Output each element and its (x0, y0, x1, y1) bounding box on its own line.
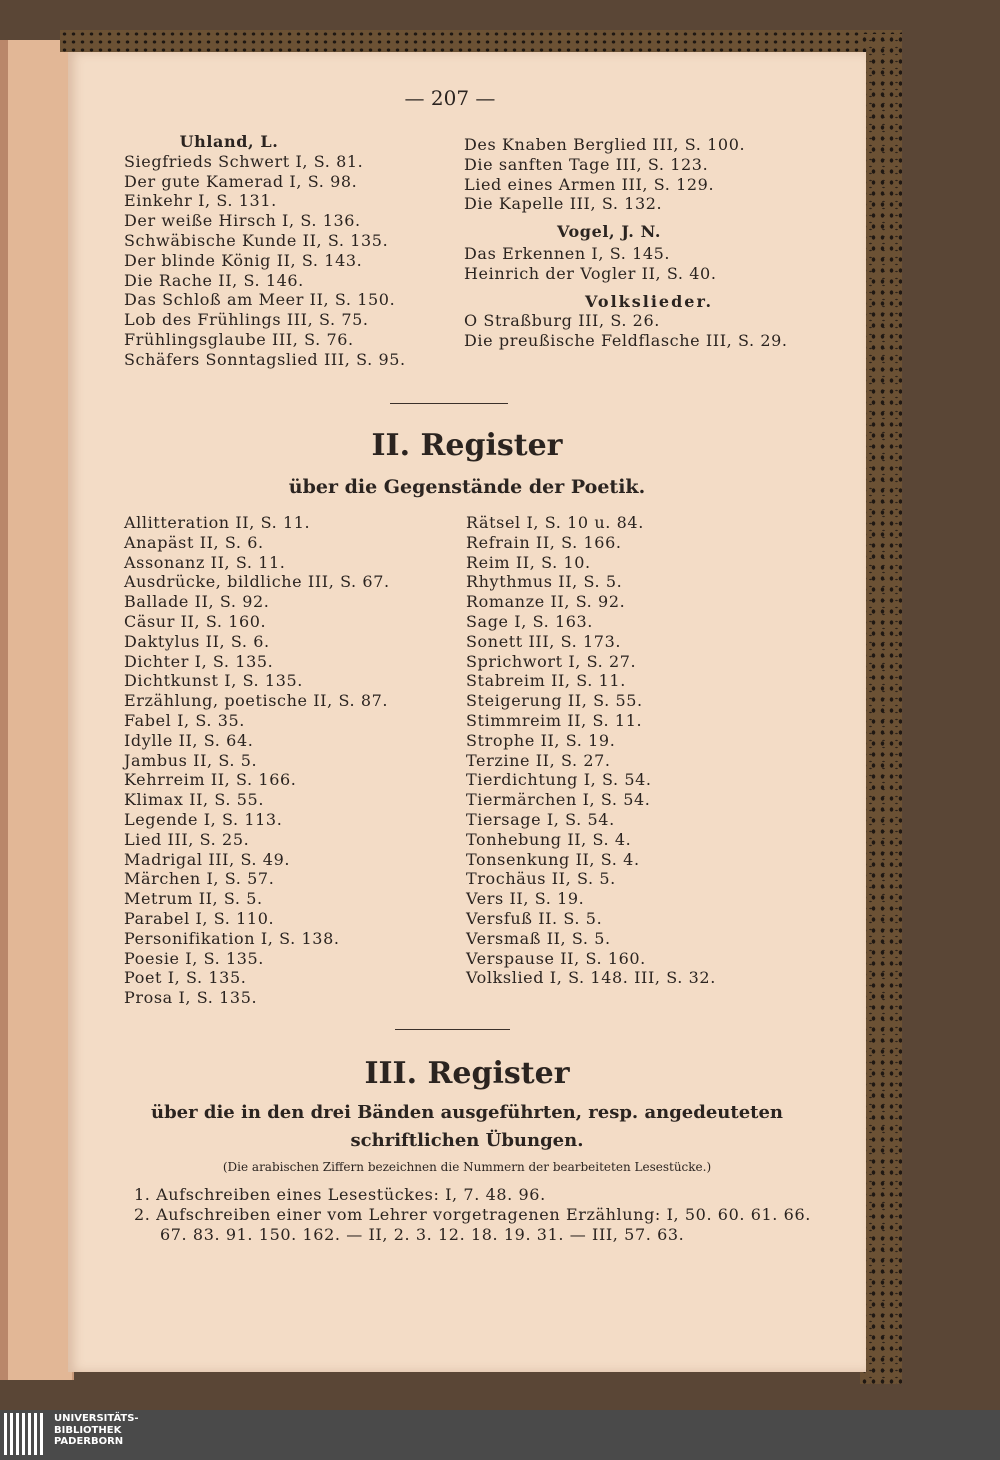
list-item: Erzählung, poetische II, S. 87. (124, 691, 389, 711)
register-ii-subtitle: über die Gegenstände der Poetik. (288, 476, 646, 498)
list-item: Dichter I, S. 135. (124, 651, 274, 671)
left-page-edge (0, 40, 74, 1380)
list-item: Sonett III, S. 173. (466, 631, 622, 651)
list-item: Stimmreim II, S. 11. (466, 710, 643, 730)
list-item: Steigerung II, S. 55. (466, 691, 643, 711)
list-item: Die sanften Tage III, S. 123. (464, 154, 709, 174)
author-heading-uhland: Uhland, L. (179, 132, 279, 151)
logo-line-3: PADERBORN (54, 1436, 124, 1447)
section1-left-column (124, 132, 406, 370)
list-item: Lob des Frühlings III, S. 75. (124, 310, 369, 330)
left-book-edge (0, 40, 8, 1380)
list-item: Volkslied I, S. 148. III, S. 32. (466, 968, 716, 988)
list-item: Kehrreim II, S. 166. (124, 770, 297, 790)
list-item: Vers II, S. 19. (466, 889, 585, 909)
list-item: Tiermärchen I, S. 54. (466, 790, 651, 810)
list-item: Trochäus II, S. 5. (466, 869, 616, 889)
section1-right-column (464, 135, 834, 351)
register-iii-title: III. Register (364, 1056, 570, 1091)
list-item: Tierdichtung I, S. 54. (466, 770, 652, 790)
list-item: Das Erkennen I, S. 145. (464, 243, 671, 263)
list-item: Romanze II, S. 92. (466, 592, 626, 612)
logo-line-2: BIBLIOTHEK (54, 1424, 122, 1436)
register-ii-title: II. Register (371, 428, 563, 463)
list-item: Versfuß II. S. 5. (466, 908, 603, 928)
list-item: Prosa I, S. 135. (124, 988, 258, 1008)
list-item: Klimax II, S. 55. (124, 790, 265, 810)
list-item: Heinrich der Vogler II, S. 40. (464, 263, 717, 283)
list-item: Personifikation I, S. 138. (124, 928, 340, 948)
register-iii-subtitle-line2: schriftlichen Übungen. (350, 1130, 584, 1151)
list-item: Anapäst II, S. 6. (124, 532, 264, 552)
list-item: Rhythmus II, S. 5. (466, 572, 623, 592)
page-number: — 207 — (404, 86, 496, 110)
list-item: Ballade II, S. 92. (124, 592, 270, 612)
list-item: Lied eines Armen III, S. 129. (464, 174, 715, 194)
register-ii-left-column (124, 513, 390, 1008)
list-item: Daktylus II, S. 6. (124, 631, 270, 651)
list-item: Der gute Kamerad I, S. 98. (124, 171, 358, 191)
list-item: Des Knaben Berglied III, S. 100. (464, 135, 746, 154)
list-item: Cäsur II, S. 160. (124, 611, 267, 631)
list-item: Refrain II, S. 166. (466, 532, 622, 552)
register-iii-note: (Die arabischen Ziffern bezeichnen die Nummern der bearbeiteten Lesestücke.) (222, 1160, 712, 1174)
list-item: O Straßburg III, S. 26. (464, 311, 660, 331)
list-item: Märchen I, S. 57. (124, 869, 275, 889)
list-item: Fabel I, S. 35. (124, 710, 245, 730)
list-item: Sprichwort I, S. 27. (466, 651, 637, 671)
register-ii-right-column (466, 513, 716, 988)
list-item: Frühlingsglaube III, S. 76. (124, 329, 354, 349)
list-item: Poet I, S. 135. (124, 968, 247, 988)
list-item: Rätsel I, S. 10 u. 84. (466, 513, 644, 532)
divider (390, 403, 508, 404)
list-item: Ausdrücke, bildliche III, S. 67. (124, 572, 390, 592)
list-item: Sage I, S. 163. (466, 611, 593, 631)
list-item: Verspause II, S. 160. (466, 948, 646, 968)
list-item: Stabreim II, S. 11. (466, 671, 626, 691)
list-item: 67. 83. 91. 150. 162. — II, 2. 3. 12. 18. 19. 31. — III, 57. 63. (160, 1225, 685, 1244)
book-cover-right (860, 34, 902, 1384)
list-item: Schäfers Sonntagslied III, S. 95. (124, 349, 406, 369)
logo-line-1: UNIVERSITÄTS- (54, 1413, 139, 1424)
book-cover-top (60, 30, 902, 52)
list-item: Die preußische Feldflasche III, S. 29. (464, 331, 788, 351)
list-item: Das Schloß am Meer II, S. 150. (124, 290, 396, 310)
list-item: Strophe II, S. 19. (466, 730, 616, 750)
list-item: Reim II, S. 10. (466, 552, 591, 572)
list-item: Metrum II, S. 5. (124, 889, 263, 909)
divider (395, 1029, 510, 1030)
list-item: Parabel I, S. 110. (124, 908, 275, 928)
list-item: Tonsenkung II, S. 4. (466, 849, 640, 869)
list-item: Schwäbische Kunde II, S. 135. (124, 230, 389, 250)
list-item: Tonhebung II, S. 4. (466, 829, 632, 849)
list-item: Dichtkunst I, S. 135. (124, 671, 303, 691)
list-item: Tiersage I, S. 54. (466, 809, 615, 829)
list-item: Einkehr I, S. 131. (124, 191, 277, 211)
list-item: Die Kapelle III, S. 132. (464, 194, 663, 214)
list-item: Allitteration II, S. 11. (124, 513, 311, 532)
list-item: Madrigal III, S. 49. (124, 849, 291, 869)
list-item: Der blinde König II, S. 143. (124, 250, 363, 270)
list-item: Jambus II, S. 5. (124, 750, 258, 770)
list-item: 1. Aufschreiben eines Lesestückes: I, 7. 48. 96. (134, 1185, 546, 1204)
library-logo-icon (4, 1413, 46, 1455)
library-footer-bar (0, 1410, 1000, 1460)
list-item: Siegfrieds Schwert I, S. 81. (124, 151, 364, 171)
author-heading-vogel: Vogel, J. N. (556, 222, 662, 242)
list-item: Legende I, S. 113. (124, 809, 283, 829)
list-item: Der weiße Hirsch I, S. 136. (124, 211, 361, 231)
list-item: Die Rache II, S. 146. (124, 270, 304, 290)
list-item: Assonanz II, S. 11. (124, 552, 286, 572)
heading-volkslieder: Volkslieder. (584, 291, 714, 311)
list-item: 2. Aufschreiben einer vom Lehrer vorgetragenen Erzählung: I, 50. 60. 61. 66. (134, 1205, 811, 1224)
list-item: Versmaß II, S. 5. (466, 928, 611, 948)
library-logo-text (54, 1413, 139, 1448)
list-item: Poesie I, S. 135. (124, 948, 264, 968)
register-iii-subtitle-line1: über die in den drei Bänden ausgeführten, resp. angedeuteten (150, 1102, 783, 1123)
list-item: Idylle II, S. 64. (124, 730, 254, 750)
list-item: Lied III, S. 25. (124, 829, 250, 849)
list-item: Terzine II, S. 27. (466, 750, 611, 770)
